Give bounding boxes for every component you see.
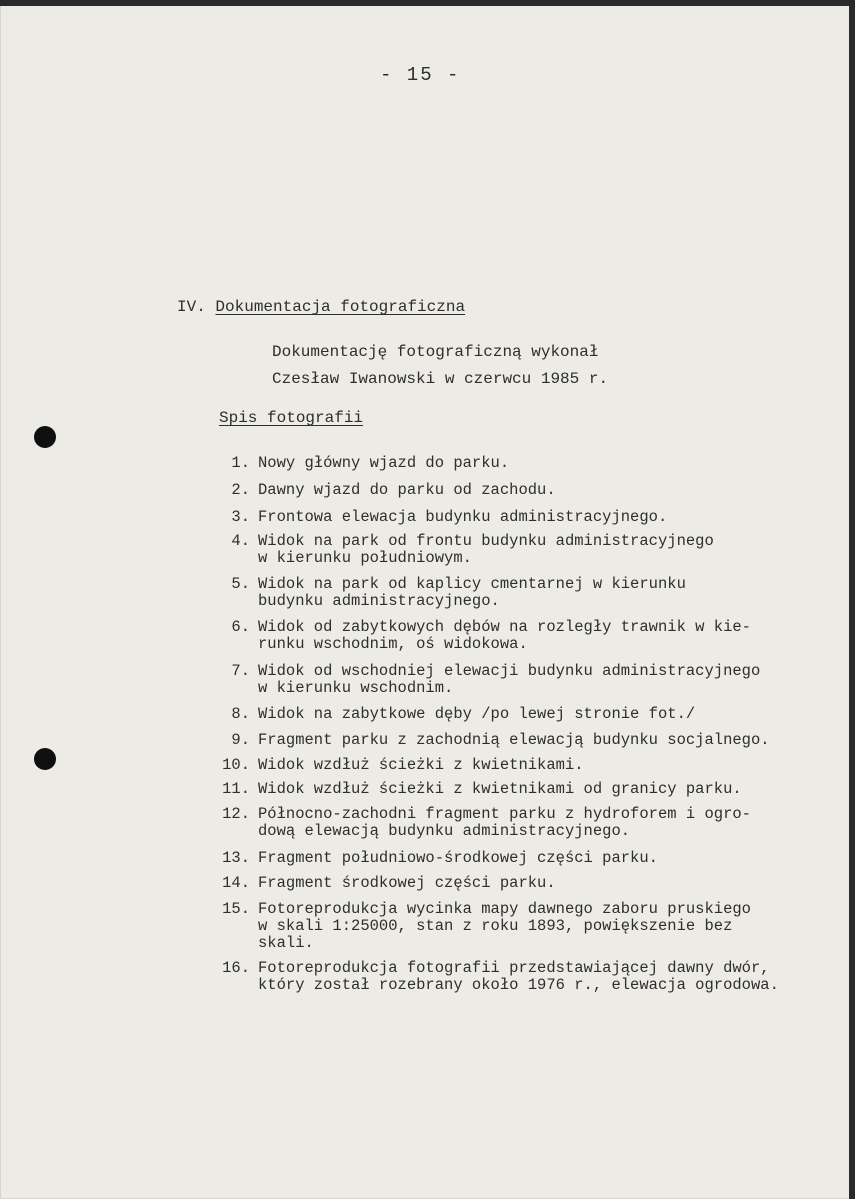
item-number: 11. — [222, 780, 250, 798]
item-number: 4. — [231, 532, 250, 550]
item-text: Dawny wjazd do parku od zachodu. — [258, 481, 556, 499]
punch-hole-top — [34, 426, 56, 448]
list-title: Spis fotografii — [219, 409, 364, 427]
intro-line-2: Czesław Iwanowski w czerwcu 1985 r. — [272, 370, 609, 388]
item-number: 8. — [231, 705, 250, 723]
section-title: Dokumentacja fotograficzna — [215, 298, 466, 316]
item-text: Widok wzdłuż ścieżki z kwietnikami od granicy parku. — [258, 780, 742, 798]
punch-hole-bottom — [34, 748, 56, 770]
item-text: Fragment parku z zachodnią elewacją budynku socjalnego. — [258, 731, 770, 749]
scan-edge-top — [0, 0, 855, 6]
item-text: Widok na park od kaplicy cmentarnej w kierunku budynku administracyjnego. — [258, 575, 686, 610]
item-text: Nowy główny wjazd do parku. — [258, 454, 510, 472]
page-number: - 15 - — [380, 64, 461, 86]
item-number: 13. — [222, 849, 250, 867]
item-number: 3. — [231, 508, 250, 526]
item-text: Frontowa elewacja budynku administracyjnego. — [258, 508, 668, 526]
item-number: 16. — [222, 959, 250, 977]
item-number: 10. — [222, 756, 250, 774]
item-text: Fotoreprodukcja wycinka mapy dawnego zaboru pruskiego w skali 1:25000, stan z roku 1893, powiększenie bez skali. — [258, 900, 751, 952]
item-text: Fragment południowo-środkowej części parku. — [258, 849, 658, 867]
item-text: Widok od wschodniej elewacji budynku administracyjnego w kierunku wschodnim. — [258, 662, 761, 697]
item-number: 15. — [222, 900, 250, 918]
item-number: 7. — [231, 662, 250, 680]
item-text: Fotoreprodukcja fotografii przedstawiającej dawny dwór, który został rozebrany około 1976 r., elewacja ogrodowa. — [258, 959, 779, 994]
section-numeral: IV. — [177, 298, 206, 316]
item-number: 12. — [222, 805, 250, 823]
item-number: 9. — [231, 731, 250, 749]
item-text: Fragment środkowej części parku. — [258, 874, 556, 892]
item-text: Widok na park od frontu budynku administracyjnego w kierunku południowym. — [258, 532, 714, 567]
item-number: 6. — [231, 618, 250, 636]
item-number: 2. — [231, 481, 250, 499]
item-number: 14. — [222, 874, 250, 892]
item-text: Północno-zachodni fragment parku z hydroforem i ogro- dową elewacją budynku administracyjnego. — [258, 805, 751, 840]
section-heading — [177, 298, 465, 316]
item-text: Widok na zabytkowe dęby /po lewej stronie fot./ — [258, 705, 696, 723]
item-number: 1. — [231, 454, 250, 472]
scan-edge-right — [849, 0, 855, 1199]
intro-line-1: Dokumentację fotograficzną wykonał — [272, 343, 599, 361]
item-number: 5. — [231, 575, 250, 593]
item-text: Widok od zabytkowych dębów na rozległy trawnik w kie- runku wschodnim, oś widokowa. — [258, 618, 751, 653]
item-text: Widok wzdłuż ścieżki z kwietnikami. — [258, 756, 584, 774]
